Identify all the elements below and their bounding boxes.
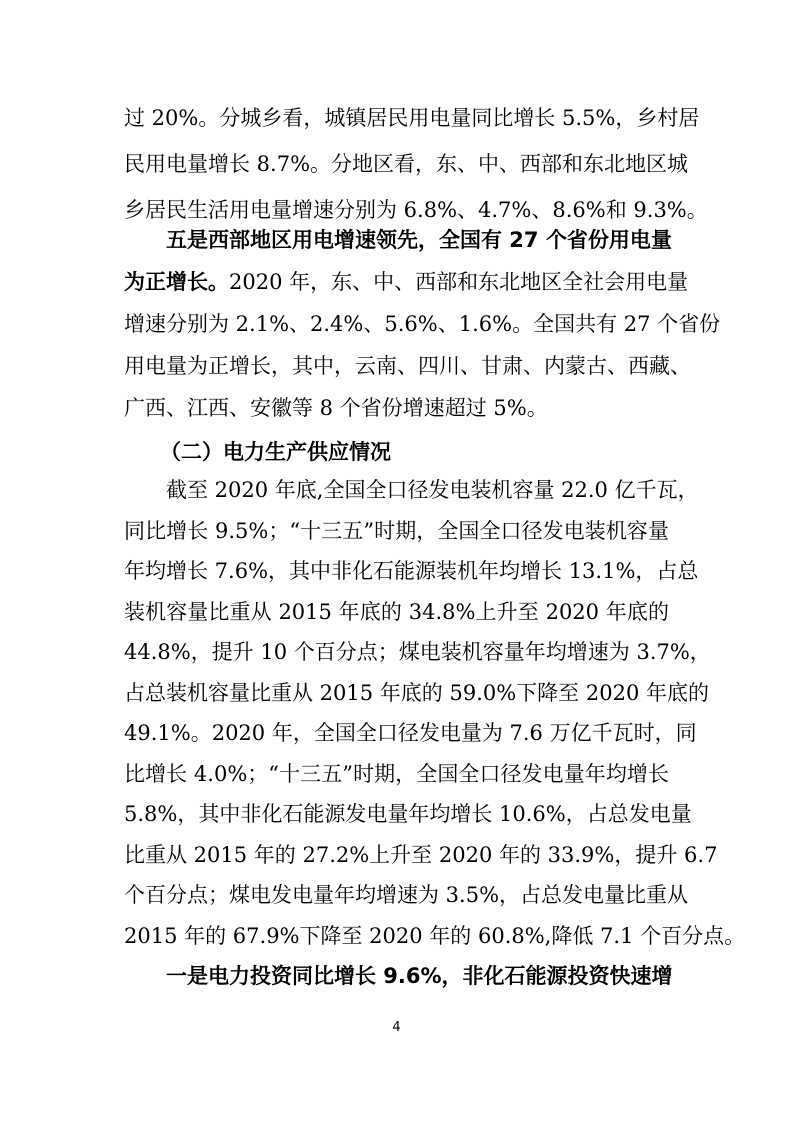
paragraph-line: 占总装机容量比重从 2015 年底的 59.0%下降至 2020 年底的 [124,680,709,705]
paragraph-line: 乡居民生活用电量增速分别为 6.8%、4.7%、8.6%和 9.3%。 [124,198,708,222]
section-heading: （二）电力生产供应情况 [160,440,391,464]
paragraph-line: 49.1%。2020 年，全国全口径发电量为 7.6 万亿千瓦时，同 [124,721,697,745]
paragraph-line: 装机容量比重从 2015 年底的 34.8%上升至 2020 年底的 [124,599,669,624]
paragraph-bold-lead: 一是电力投资同比增长 9.6%，非化石能源投资快速增 [166,964,673,988]
paragraph-bold-lead: 五是西部地区用电增速领先，全国有 27 个省份用电量 [166,228,672,252]
paragraph-bold-lead: 为正增长。 [124,270,229,294]
paragraph-line: 2015 年的 67.9%下降至 2020 年的 60.8%,降低 7.1 个百分点。 [124,923,746,948]
paragraph-line: 过 20%。分城乡看，城镇居民用电量同比增长 5.5%，乡村居 [124,106,700,130]
paragraph-line: 增速分别为 2.1%、2.4%、5.6%、1.6%。全国共有 27 个省份 [124,312,721,336]
paragraph-line: 年均增长 7.6%，其中非化石能源装机年均增长 13.1%，占总 [124,559,699,583]
paragraph-line: 44.8%，提升 10 个百分点；煤电装机容量年均增速为 3.7%， [124,640,711,664]
paragraph-line: 比重从 2015 年的 27.2%上升至 2020 年的 33.9%，提升 6.7 [124,842,718,867]
paragraph-line: 用电量为正增长，其中，云南、四川、甘肃、内蒙古、西藏、 [124,354,691,378]
page-number: 4 [392,1020,401,1035]
paragraph-text: 2020 年，东、中、西部和东北地区全社会用电量 [229,270,689,294]
paragraph-line: 同比增长 9.5%；“十三五”时期，全国全口径发电装机容量 [124,518,669,543]
paragraph-line: 5.8%，其中非化石能源发电量年均增长 10.6%，占总发电量 [124,802,692,826]
paragraph-line: 民用电量增长 8.7%。分地区看，东、中、西部和东北地区城 [124,152,689,176]
paragraph-line: 广西、江西、安徽等 8 个省份增速超过 5%。 [124,396,548,420]
paragraph-line: 截至 2020 年底,全国全口径发电装机容量 22.0 亿千瓦， [166,478,699,502]
paragraph-line: 个百分点；煤电发电量年均增速为 3.5%，占总发电量比重从 [124,883,689,907]
paragraph-line: 比增长 4.0%；“十三五”时期，全国全口径发电量年均增长 [124,761,669,786]
paragraph-line-mixed [124,262,689,302]
